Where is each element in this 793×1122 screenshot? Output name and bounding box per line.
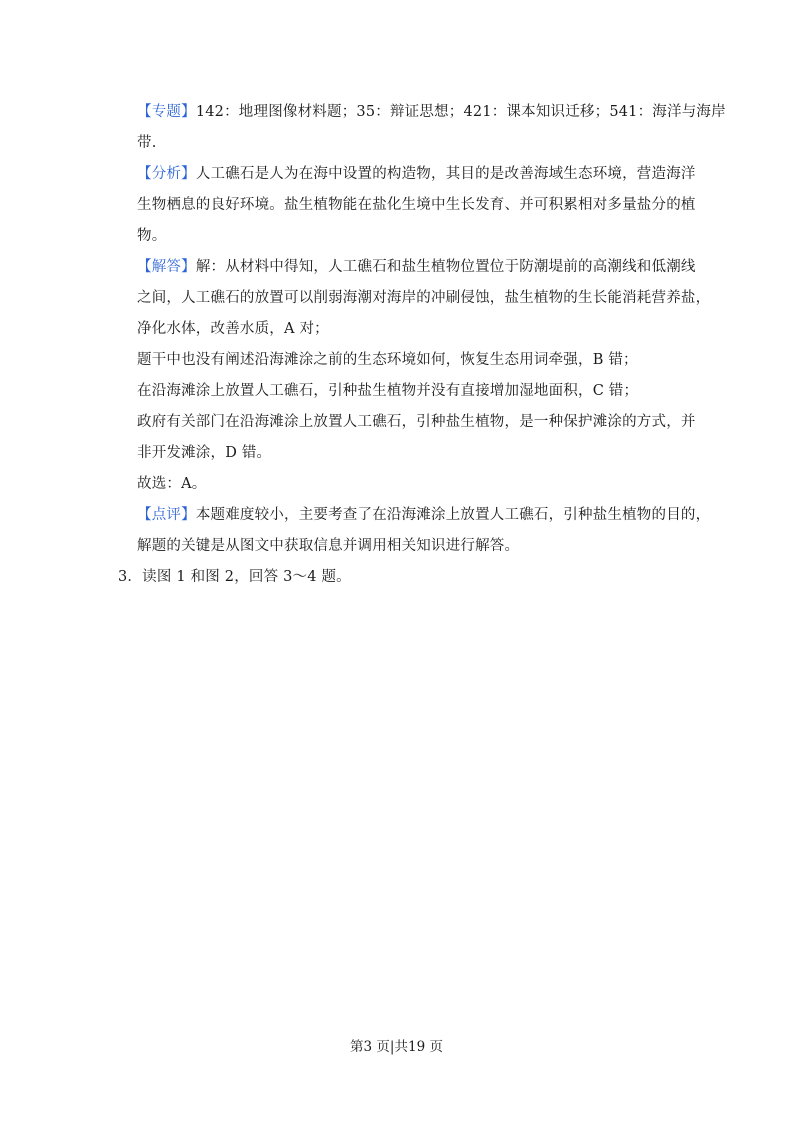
comment-text: 本题难度较小，主要考查了在沿海滩涂上放置人工礁石，引种盐生植物的目的， bbox=[195, 507, 711, 523]
answer-line-3: 净化水体，改善水质，A 对； bbox=[137, 321, 329, 337]
answer-text: 解：从材料中得知，人工礁石和盐生植物位置位于防潮堤前的高潮线和低潮线 bbox=[195, 259, 696, 275]
comment-tag: 【点评】 bbox=[137, 507, 196, 523]
analysis-line-3: 物。 bbox=[137, 228, 167, 244]
answer-line-6: 政府有关部门在沿海滩涂上放置人工礁石，引种盐生植物，是一种保护滩涂的方式，并 bbox=[137, 414, 696, 430]
answer-line-1 bbox=[137, 257, 696, 277]
comment-line-2: 解题的关键是从图文中获取信息并调用相关知识进行解答。 bbox=[137, 538, 520, 554]
analysis-tag: 【分析】 bbox=[137, 166, 196, 182]
topic-tag: 【专题】 bbox=[137, 104, 196, 120]
answer-line-4: 题干中也没有阐述沿海滩涂之前的生态环境如何，恢复生态用词牵强，B 错； bbox=[137, 352, 638, 368]
question-3: 3．读图 1 和图 2，回答 3～4 题。 bbox=[118, 569, 351, 585]
topic-line-2: 带. bbox=[137, 135, 157, 151]
analysis-text: 人工礁石是人为在海中设置的构造物，其目的是改善海域生态环境，营造海洋 bbox=[195, 166, 696, 182]
answer-line-8: 故选：A。 bbox=[137, 476, 207, 492]
answer-tag: 【解答】 bbox=[137, 259, 196, 275]
topic-text: 142：地理图像材料题；35：辩证思想；421：课本知识迁移；541：海洋与海岸 bbox=[195, 104, 726, 120]
answer-line-5: 在沿海滩涂上放置人工礁石，引种盐生植物并没有直接增加湿地面积，C 错； bbox=[137, 383, 639, 399]
analysis-line-1 bbox=[137, 164, 696, 184]
answer-line-2: 之间，人工礁石的放置可以削弱海潮对海岸的冲刷侵蚀，盐生植物的生长能消耗营养盐， bbox=[137, 290, 711, 306]
answer-line-7: 非开发滩涂，D 错。 bbox=[137, 445, 272, 461]
topic-line-1 bbox=[137, 102, 726, 122]
page-footer: 第3 页|共19 页 bbox=[350, 1039, 443, 1055]
comment-line-1 bbox=[137, 505, 710, 525]
analysis-line-2: 生物栖息的良好环境。盐生植物能在盐化生境中生长发育、并可积累相对多量盐分的植 bbox=[137, 197, 696, 213]
